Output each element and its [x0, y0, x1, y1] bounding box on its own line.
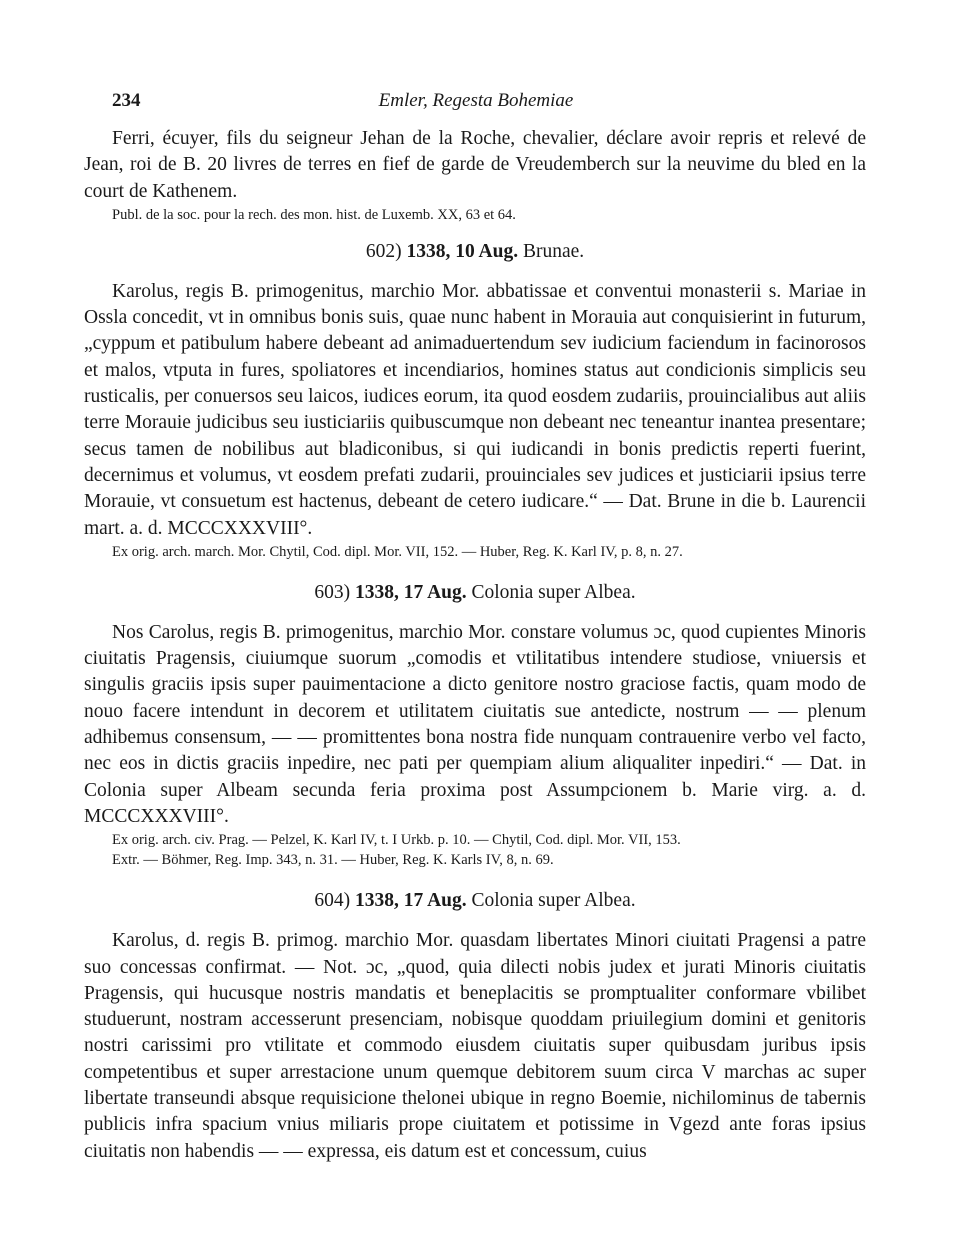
document-body: [84, 126, 866, 1165]
entry-place: Colonia super Albea.: [471, 890, 636, 912]
entry-paragraph: Karolus, regis B. primogenitus, marchio Mor. abbatissae et conventui monasterii s. Mariae in Ossla concedit, vt in omnibus bonis suis, quae nunc habent in Morauia aut conquisierint in futurum, „cyppum et patibulum habere debeant ad animaduertendum sev iudicium faciendum in facinorosos et malos, vtputa in fures, spoliatores et incendiarios, homines status aut condicionis simplicis seu rusticalis, per conuersos seu laicos, iudices eorum, ita quod eosdem zudariis, prouincialibus aut aliis terre Morauie judicibus seu iusticiariis quibuscumque non debeant nec teneantur inantea presentare; secus tamen de nobilibus aut bladiconibus, si qui iudicandi in bonis predictis reperti fuerint, decernimus et volumus, vt eosdem prefati zudarii, prouinciales sev judices et justiciarii ipsius terre Morauie, vt consuetum est hactenus, debeant de cetero iudicare.“ — Dat. Brune in die b. Laurencii mart. a. d. MCCCXXXVIII°.: [84, 280, 866, 539]
entry-source: Extr. — Böhmer, Reg. Imp. 343, n. 31. — Huber, Reg. K. Karls IV, 8, n. 69.: [112, 852, 554, 869]
entry-source: Ex orig. arch. march. Mor. Chytil, Cod. dipl. Mor. VII, 152. — Huber, Reg. K. Karl IV, p. 8, n. 27.: [112, 543, 683, 560]
entry-source: Ex orig. arch. civ. Prag. — Pelzel, K. Karl IV, t. I Urkb. p. 10. — Chytil, Cod. dipl. Mor. VII, 153.: [112, 832, 681, 849]
entry-source: Publ. de la soc. pour la rech. des mon. hist. de Luxemb. XX, 63 et 64.: [112, 206, 516, 223]
entry-number: 604): [314, 890, 351, 912]
entry-heading: [84, 239, 866, 265]
entry-602: [84, 239, 866, 562]
entry-place: Brunae.: [522, 240, 585, 262]
entry-paragraph: Karolus, d. regis B. primog. marchio Mor. quasdam libertates Minori ciuitati Pragensi a patre suo concessas confirmat. — Not. ɔc, „quod, quia dilecti nobis judex et jurati Minoris ciuitatis Pragensis, qui hucusque nostris mandatis et beneplacitis se promptualiter conformare vbilibet studuerunt, nostram accesserunt presenciam, nobisque quoddam priuilegium domini et genitoris nostri carissimi pro vtilitate et commodo eiusdem ciuitatis super quibusdam juribus ipsis competentibus et super arrestacione unum quemque debitorem suum circa V marchas ac super libertate transeundi absque requisicione thelonei ubique in regno Boemie, nichilominus de tabernis publicis infra spacium vnius miliaris prope ciuitatem et potissime in Vgezd ante foras ipsius ciuitatis non habendis — — expressa, eis datum est et concessum, cuius: [84, 930, 866, 1162]
entry-603: [84, 580, 866, 870]
page-number: 234: [112, 90, 141, 111]
entry-date: 1338, 17 Aug.: [355, 890, 467, 912]
entry-date: 1338, 10 Aug.: [406, 240, 519, 262]
entry-heading: [84, 580, 866, 606]
running-title: Emler, Regesta Bohemiae: [378, 90, 574, 111]
page-header: [112, 90, 840, 116]
entry-place: Colonia super Albea.: [471, 581, 636, 603]
entry-date: 1338, 17 Aug.: [355, 581, 467, 603]
entry-number: 602): [365, 240, 402, 262]
entry-paragraph: Nos Carolus, regis B. primogenitus, marchio Mor. constare volumus ɔc, quod cupientes Minoris ciuitatis Pragensis, ciuiumque suorum „comodis et vtilitatibus intendere studiose, vniuersis et singulis graciis ipsis super pauimentacione a dicto genitore nostro graciose factis, quam modo de nouo facere intendunt in decorem et utilitatem ciuitatis sue antedicte, nostrum — — plenum adhibemus consensum, — — promittentes bona nostra fide nunquam contrauenire verbo vel facto, nec eos in dictis graciis inpedire, nec pati per quempiam alium aliqualiter inpediri.“ — Dat. in Colonia super Albeam secunda feria proxima post Assumpcionem b. Marie virg. a. d. MCCCXXXVIII°.: [84, 621, 866, 827]
entry-604: [84, 888, 866, 1165]
entry-number: 603): [314, 581, 351, 603]
entry-heading: [84, 888, 866, 914]
entry-601-continuation: [84, 126, 866, 225]
entry-paragraph: Ferri, écuyer, fils du seigneur Jehan de la Roche, chevalier, déclare avoir repris et relevé de Jean, roi de B. 20 livres de terres en fief de garde de Vreudemberch sur la neuvime du bled en la court de Kathenem.: [84, 128, 866, 202]
